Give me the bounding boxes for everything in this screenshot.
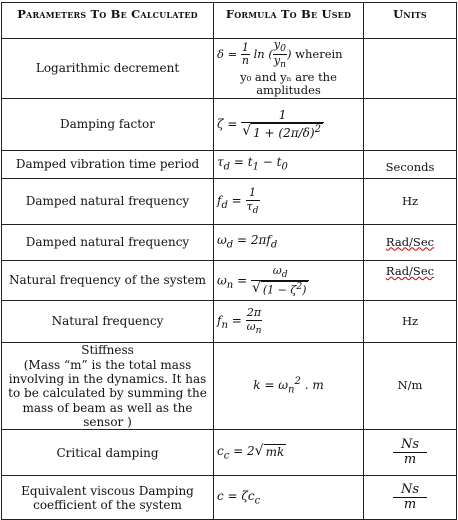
formula-cell: $\tau_d = t_1 - t_0$: [214, 151, 364, 179]
unit-text: Rad/Sec: [385, 234, 435, 249]
table-row: [2, 151, 457, 179]
header-units: Units: [364, 3, 457, 39]
param-cell: Damped vibration time period: [2, 151, 214, 179]
param-cell: Equivalent viscous Damping coefficient of the system: [2, 476, 214, 520]
table-row: [2, 301, 457, 343]
table-row: [2, 430, 457, 476]
formula-note: wherein: [295, 46, 343, 61]
formula-cell: $c = \zeta c_c$: [214, 476, 364, 520]
param-cell: Critical damping: [2, 430, 214, 476]
formula-cell: $k = \omega_n^2$ . m: [214, 343, 364, 430]
unit-text: Rad/Sec: [385, 264, 435, 279]
table-row: [2, 476, 457, 520]
unit-cell: Hz: [364, 301, 457, 343]
table-row: [2, 179, 457, 225]
table-row: [2, 39, 457, 99]
table-row: [2, 343, 457, 430]
header-row: [2, 3, 457, 39]
formula-cell: ζ = $\frac{1}{√ 1 + (2\pi/\delta)^2}$: [214, 99, 364, 151]
unit-cell: [364, 476, 457, 520]
param-cell: Damping factor: [2, 99, 214, 151]
formula-cell: $f_n$ = $\frac{2\pi}{\omega_n}$: [214, 301, 364, 343]
param-detail: (Mass “m” is the total mass involving in the dynamics. It has to be calculated by summing the mass of beam as well as the sensor ): [8, 357, 207, 430]
header-parameters: Parameters To Be Calculated: [2, 3, 214, 39]
unit-fraction: $\frac{Ns}{m}$: [393, 438, 427, 468]
param-cell: Logarithmic decrement: [2, 39, 214, 99]
table-row: [2, 225, 457, 261]
unit-cell: [364, 225, 457, 261]
unit-cell: [364, 261, 457, 301]
parameters-table: [1, 2, 457, 520]
unit-cell: [364, 39, 457, 99]
unit-fraction: $\frac{Ns}{m}$: [393, 483, 427, 513]
formula-note: y₀ and yₙ are the amplitudes: [240, 69, 337, 98]
unit-cell: N/m: [364, 343, 457, 430]
unit-cell: [364, 430, 457, 476]
param-cell: Damped natural frequency: [2, 179, 214, 225]
formula-cell: $\omega_d = 2\pi f_d$: [214, 225, 364, 261]
param-cell: Natural frequency of the system: [2, 261, 214, 301]
param-title: Stiffness: [81, 343, 134, 358]
unit-cell: Seconds: [364, 151, 457, 179]
header-formula: Formula To Be Used: [214, 3, 364, 39]
formula-cell: $\omega_n$ = $\frac{\omega_d}{√ (1 - \zeta^2)}$: [214, 261, 364, 301]
formula-cell: δ = $\frac{1}{n}$ ln ( $\frac{y_0}{y_n}$ ) wherein y₀ and yₙ are the amplitudes: [214, 39, 364, 99]
param-cell: Damped natural frequency: [2, 225, 214, 261]
table-row: [2, 261, 457, 301]
table-row: [2, 99, 457, 151]
unit-cell: [364, 99, 457, 151]
param-cell: Natural frequency: [2, 301, 214, 343]
formula-cell: $c_c = 2√$ mk: [214, 430, 364, 476]
unit-cell: Hz: [364, 179, 457, 225]
param-cell: [2, 343, 214, 430]
formula-cell: $f_d$ = $\frac{1}{\tau_d}$: [214, 179, 364, 225]
